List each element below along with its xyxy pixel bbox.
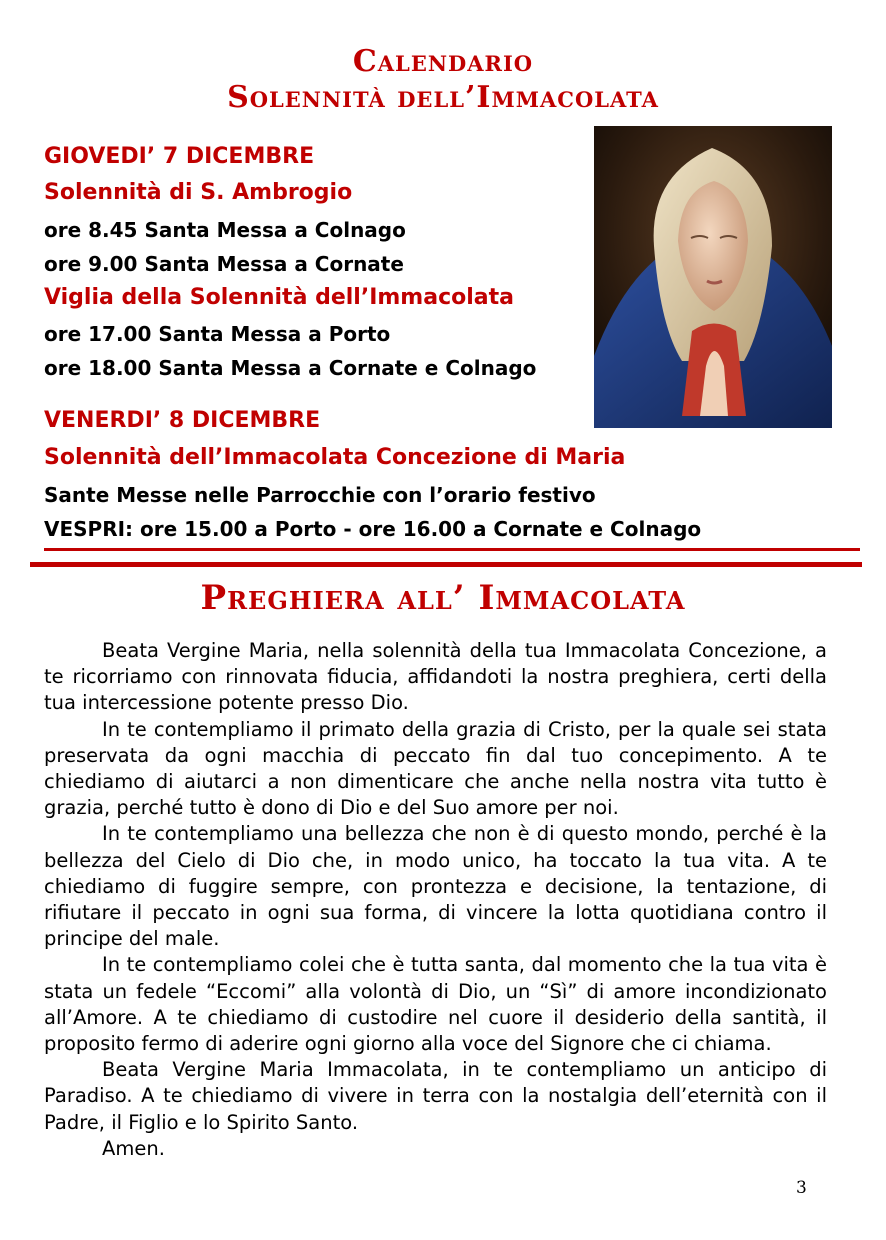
prayer-paragraph: In te contempliamo una bellezza che non è di questo mondo, perché è la bellezza del Cielo di Dio che, in modo unico, ha toccato la tua vita. A te chiediamo di fuggire sempre, con prontezza e decisione, la tentazione, di rifiutare il peccato in ogni sua forma, di vincere la lotta quotidiana contro il principe del male.: [44, 822, 827, 951]
prayer-amen: Amen.: [102, 1136, 165, 1160]
prayer-paragraph: Beata Vergine Maria, nella solennità della tua Immacolata Concezione, a te ricorriamo con rinnovata fiducia, affidandoti la nostra preghiera, certi della tua intercessione potente presso Dio.: [44, 639, 827, 715]
mass-time-item: ore 18.00 Santa Messa a Cornate e Colnago: [44, 356, 537, 380]
masses-note: Sante Messe nelle Parrocchie con l’orario festivo: [44, 483, 596, 507]
mass-time-item: ore 9.00 Santa Messa a Cornate: [44, 252, 404, 276]
prayer-text: [44, 638, 827, 1162]
page-number: 3: [796, 1178, 807, 1198]
day-heading-thursday: GIOVEDI’ 7 DICEMBRE: [44, 144, 315, 169]
vespers-times: VESPRI: ore 15.00 a Porto - ore 16.00 a Cornate e Colnago: [44, 517, 702, 541]
vigil-heading: Viglia della Solennità dell’Immacolata: [44, 285, 514, 310]
divider-line-top: [44, 548, 860, 551]
mass-time-item: ore 8.45 Santa Messa a Colnago: [44, 218, 406, 242]
feast-heading-ambrogio: Solennità di S. Ambrogio: [44, 180, 353, 205]
page-subtitle: Solennità dell’Immacolata: [227, 80, 659, 115]
prayer-title: Preghiera all’ Immacolata: [200, 578, 686, 618]
madonna-painting: [594, 126, 832, 428]
day-heading-friday: VENERDI’ 8 DICEMBRE: [44, 408, 321, 433]
prayer-paragraph: Beata Vergine Maria Immacolata, in te contempliamo un anticipo di Paradiso. A te chiediamo di vivere in terra con la nostalgia dell’eternità con il Padre, il Figlio e lo Spirito Santo.: [44, 1058, 827, 1134]
feast-heading-immacolata: Solennità dell’Immacolata Concezione di Maria: [44, 445, 626, 470]
prayer-paragraph: In te contempliamo il primato della grazia di Cristo, per la quale sei stata preservata da ogni macchia di peccato fin dal tuo concepimento. A te chiediamo di aiutarci a non dimenticare che anche nella nostra vita tutto è grazia, perché tutto è dono di Dio e del Suo amore per noi.: [44, 717, 827, 820]
prayer-paragraph: In te contempliamo colei che è tutta santa, dal momento che la tua vita è stata un fedele “Eccomi” alla volontà di Dio, un “Sì” di amore incondizionato all’Amore. A te chiediamo di custodire nel cuore il desiderio della santità, il proposito fermo di aderire ogni giorno alla voce del Signore che ci chiama.: [44, 953, 827, 1056]
mass-time-item: ore 17.00 Santa Messa a Porto: [44, 322, 391, 346]
page-title: Calendario: [352, 44, 534, 79]
divider-line-bottom: [30, 562, 862, 567]
